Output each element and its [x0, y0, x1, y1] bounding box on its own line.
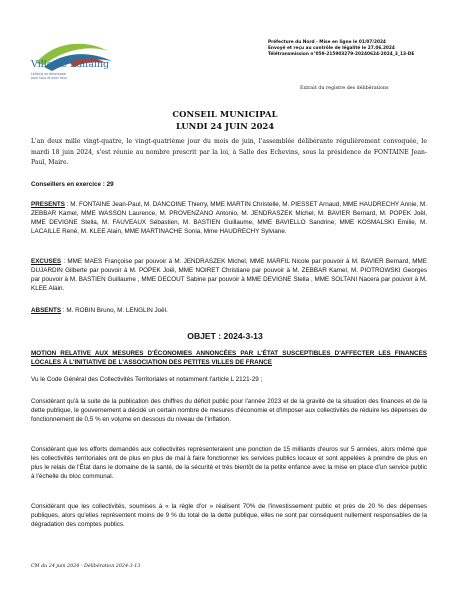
logo-city-name: Ville de Lallaing — [31, 59, 110, 70]
considerant-paragraph-2: Considérant que les efforts demandés aux collectivités représenteraient une ponction de 15 milliards d'euros sur 5 années, alors même que les collectivités territoriales ont de plus en plus de mal à faire fonctionner les services publics locaux et sont appelées à prendre de plus en plus le relais de l'État dans le domaine de la santé, de la sécurité et très bientôt de la petite enfance avec la mise en place d'un service public à l'échelle du bloc communal. — [31, 446, 427, 480]
deliberation-object: OBJET : 2024-3-13 — [187, 331, 263, 341]
councillors-label: Conseillers en exercice : — [31, 181, 107, 188]
logo-tagline-line-2: pour tous et avec tous — [31, 76, 67, 80]
intro-paragraph: L'an deux mille vingt-quatre, le vingt-quatrième jour du mois de juin, l'assemblée délibérante régulièrement convoquée, le mardi 18 juin 2024, s'est réunie au nombre prescrit par la loi, à Salle des Echevins, sous la présidence de FONTAINE Jean-Paul, Maire. — [31, 138, 427, 166]
excused-members — [31, 258, 427, 294]
present-list: : M. FONTAINE Jean-Paul, M. DANCOINE Thierry, MME MARTIN Christelle, M. PIESSET Arnaud, MME HAUDRECHY Annie, M. ZEBBAR Kamel, MME WASSON Laurence, M. PROVENZANO Antonio, M. JENDRASZEK Michel, M. BAVIER Bernard, M. POPEK Joël, MME DEVIGNE Stella, M. FAUVEAUX Sébastien, M. BASTIEN Guillaume, MME BAVIELLO Sandrine, MME KOSMALSKI Emilie, M. LACAILLE René, M. KLEE Alain, MME MARTINACHE Sonia, Mme HAUDRECHY Sylviane. — [31, 201, 427, 235]
page-footer: CM du 24 juin 2024 - Délibération 2024-3-13 — [31, 564, 141, 569]
page-title: CONSEIL MUNICIPAL — [172, 109, 278, 119]
present-members — [31, 201, 427, 237]
absent-label: ABSENTS — [31, 307, 62, 314]
motion-title: MOTION RELATIVE AUX MESURES D'ÉCONOMIES ANNONCÉES PAR L'ÉTAT SUSCEPTIBLES D'AFFECTER LES FINANCES LOCALES À L'INITIATIVE DE L'ASSOCIATION DES PETITES VILLES DE FRANCE — [31, 350, 427, 366]
logo-tagline — [31, 72, 67, 80]
logo-tagline-line-1: Lallaing se développe — [31, 72, 66, 76]
excused-list: : MME MAES Françoise par pouvoir à M. JENDRASZEK Michel, MME MARFIL Nicole par pouvoir à M. BAVIER Bernard, MME DUJARDIN Gilberte par pouvoir à M. POPEK Joël, MME NOIRET Christiane par pouvoir à M. ZEBBAR Kamel, M. PIOTROWSKI Georges par pouvoir à M. BASTIEN Guillaume , MME DECOUT Sabine par pouvoir à MME DEVIGNE Stella , MME SOLTANI Nacera par pouvoir à M. KLEE Alain. — [31, 258, 427, 292]
city-logo — [30, 37, 118, 93]
excused-label: EXCUSES — [31, 258, 62, 265]
considerant-paragraph-1: Considérant qu'à la suite de la publication des chiffres du déficit public pour l'année 2023 et de la gravité de la situation des finances et de la dette publique, le gouvernement a décidé un certain nombre de mesures d'économie et d'imposer aux collectivités de réduire les dépenses de fonctionnement de 0,5 % en volume en dessous du niveau de l'inflation. — [31, 398, 427, 423]
meeting-date: LUNDI 24 JUIN 2024 — [175, 121, 275, 131]
considerant-paragraph-3: Considérant que les collectivités, soumises à « la règle d'or » réalisent 70% de l'investissement public et près de 20 % des dépenses publiques, alors qu'elles représentent moins de 9 % du total de la dette publique, elles ne sont par conséquent nullement responsables de la dégradation des comptes publics. — [31, 503, 427, 528]
legal-reference: Vu le Code Général des Collectivités Territoriales et notamment l'article L 2121-29 ; — [31, 376, 263, 383]
header-line-3: Télétransmission n°059-215903279-20240624-2024_3_13-DE — [268, 52, 415, 58]
present-label: PRESENTS — [31, 201, 65, 208]
councillors-value: 29 — [106, 181, 114, 188]
transmission-header — [268, 40, 414, 59]
header-line-2: Envoyé et reçu au contrôle de légalité le 27.06.2024 — [268, 46, 395, 52]
absent-list: : M. ROBIN Bruno, M. LENGLIN Joël. — [61, 307, 168, 314]
header-line-1: Préfecture du Nord - Mise en ligne le 01/07/2024 — [268, 40, 386, 45]
absent-members — [31, 307, 427, 316]
logo-swoosh-icon — [30, 37, 118, 77]
councillors-count — [31, 181, 427, 190]
register-extract-label: Extrait du registre des délibérations — [300, 86, 389, 91]
